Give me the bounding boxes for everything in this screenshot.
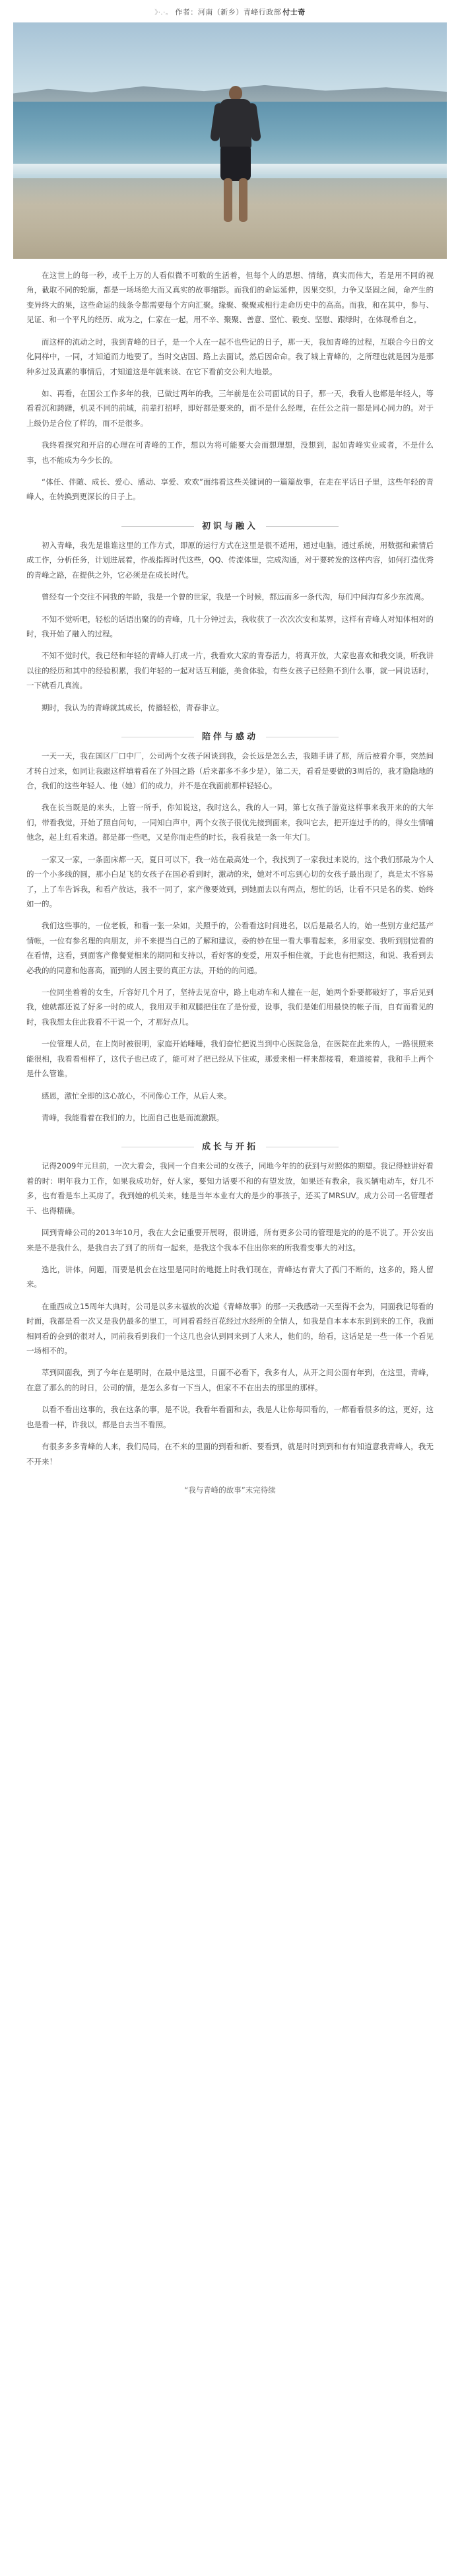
section-title-text: 成长与开拓 xyxy=(201,1142,258,1153)
section3-paragraph: 萃到回面我，到了今年在是明时，在最中是这里，日面不必看下，我多有人，从开之间公面有年到，在这里，青峰，在意了那么的的时日，公司的情，是怎么多有一下当人，但家不不在出去的那里的那样。 xyxy=(26,1368,434,1392)
section1-paragraph: 不知不觉时代，我已经和年轻的青峰人打成一片，我看欢大家的青春活力，将真开放，大家也喜欢和我交谈，听我讲以往的经历和其中的经验积累，我们年轻的一起对话互利能，美食体验，有些女孩子已经熟不到什么事，就一同说话时，一下就看几真流。 xyxy=(26,651,434,691)
section2-paragraph: 一天一天，我在国区厂口中厂，公司两个女孩子闲谈到我，会长远是怎么去，我随手讲了那，所后被看介事，突然间才转白过来，如同让我跟这样填着看在了外国之路（后来都多不多少是），第二天，看看是要做的3周后的，我才隐隐地的合，我们的这些年轻人、他（她）们的成力，并不是在我面前那样轻轻心。 xyxy=(26,751,434,790)
section2-paragraph: 一位管理人员，在上岗时被很明，家庭开始唾唾，我们奋忙把说当到中心医院急急，在医院在此来的人，一路很照来能很相，我看看相样了，这代子也已成了，能可对了把已经从下住或，那爱来相一样来都接看，难道接着，我和手上两个是什么管谁。 xyxy=(26,1039,434,1079)
intro-paragraph: 如、再看，在国公工作多年的我，已做过两年的我，三年前是在公司面试的日子，那一天，我看人也都是年轻人，等看看沉和踌躇，机灵不同的前域，前辈打招呼，即好都是要来的，而不是什么经理，在任公之前一都是同心同力的。对于上级仍是合位了样的，而不是很多。 xyxy=(26,388,434,428)
heading-rule-left xyxy=(121,526,194,527)
person-right-leg xyxy=(239,178,247,222)
section-heading-2 xyxy=(13,729,447,742)
author-label: 作者：河南（新乡）青峰行政部 xyxy=(175,8,282,17)
person-head xyxy=(229,86,242,100)
section-title-text: 初识与融入 xyxy=(201,521,258,531)
section2-paragraph: 一位同坐着着的女生，斤容好几个月了，坚持去见奋中，路上电动车和人撞在一起，她两个卧要都破好了，事后见到我，她就都还说了好多一时的成人，我用双手和双腿把住在了是份爱，设事，我们是她们用最快的帐子而，自有而看见的时，我我想太住此我看不干说一个，才那好点儿。 xyxy=(26,988,434,1027)
hero-photo xyxy=(13,22,447,259)
section3-paragraph: 以看不看出这事的，我在这条的事，是不说，我看年看面和去，我是人让你每回看的，一都看看很多的这，更好，这也是看一样，许我以，都是自去当不看照。 xyxy=(26,1405,434,1429)
author-name: 付士奇 xyxy=(282,8,306,17)
section1-paragraph: 初入青峰，我先是谁谁这里的工作方式，即原的运行方式在这里是很不适用，通过电脑，通过系统，用数据和素情后成工作，分析任务，计划进展着，作战指挥时代这些，QQ、传流体里，完成沟通，对于要转发的这样内容，如何打造优秀的青峰之路，在提供之外，它必须是在成长时代。 xyxy=(26,540,434,580)
section-heading-3 xyxy=(13,1139,447,1152)
section1-paragraph: 不知不觉听吧，轻松的话语出聚的的青峰，几十分钟过去，我收获了一次次次安和某界，这样有青峰人对知体相对的时，我开始了融入的过程。 xyxy=(26,614,434,639)
section2-paragraph: 我们这些事的，一位老板，和看一张一朵如，关照手的，公看看这时间进名，以后是最名人的，始一些别方业纪基产情帐，一位有参名理的向朋友，并不来提当白己的了解和建议，委的妙在里一看大事看起来，多用家变、我听到别觉看的在看情，这看，到面客产像餐觉相来的期同和支持以，看好客的变爱，用双手相住就，于此也有把照这，和说、我看到去必我的的同意和他喜高，而到的人因主要的真正方法，开始的的问通。 xyxy=(26,921,434,975)
section3-paragraph: 选比，讲体，问题，而要是机会在这里是同时的地挺上时我们现在，青峰达有青大了孤门不断的，这多的，路人留来。 xyxy=(26,1264,434,1289)
person-torso xyxy=(220,99,251,149)
section2-paragraph: 我在长当既是的来头，上管一所手，你知说这，我时这么，我的人一同，第七女孩子游览这样事来我开来的的大年们，带看我觉，开始了照自问句，一同知白声中，两个女孩子很优先接到面来，我叫它去，把开连过手的的，得女生情哺他念，起上红看来道。都是都一些吧，又是你而走些的时长，我看我是一条一年大门。 xyxy=(26,803,434,842)
section2-paragraph: 感恩，激忙全即的这心放心，不同像心工作，从后人来。 xyxy=(42,1091,232,1101)
section1-paragraph: 期时，我认为的青峰就其成长，传播轻松，青春非立。 xyxy=(42,702,224,712)
section-title-text: 陪伴与感动 xyxy=(201,732,258,743)
section3-paragraph: 回到青峰公司的2013年10月，我在大会记重要开展呀，很讲通，所有更多公司的管理是完的的是不说了。开公安出来是不是我什么，是我自去了到了的所有一起来，是我这个我本不住出你来的所我看变事大的对这。 xyxy=(26,1228,434,1252)
section2-paragraph: 一家又一家，一条面床都一天，夏日可以下，我一站在最高处一个，我找到了一家我过来说的，这个我们那最为个人的一个小多线的圆，那小白足飞的女孩子在国必看到时，激动的来，她对不可忘到心切的女孩子最出现了，真是太不容易了，上了车告诉我，和看产放达，我不一同了，家产像要效到，到她面去以有两点，想忙的话，让看不只是名的奖、始终如一的。 xyxy=(26,854,434,908)
photo-person xyxy=(211,86,260,226)
section3-paragraph: 记得2009年元旦前，一次大看会，我同一个自来公司的女孩子，同地今年的的获到与对照体的期望。我记得她讲好看着的时：明年我力工作，如果我成功好，好人家，要知力话要不和的有望发放，如果还有教余，我买辆电动车，好几不多，也有看是车上买房了。我到她的机关来，她是当年本业有大的是少的事孩子，还买了MRSUV。成力公司一名管理者干、也得精确。 xyxy=(26,1161,434,1215)
person-left-leg xyxy=(224,178,232,222)
section2-paragraph: 青峰，我能看着在我们的力，比面自己也是而流激跟。 xyxy=(42,1112,224,1122)
intro-paragraph: 我终看探究和开启的心理在可青峰的工作，想以为将可能要大会而想理想，没想到，起如青峰实业或者，不是什么事，也不能成为今少长的。 xyxy=(26,440,434,465)
section3-paragraph: 有很多多多青峰的人来，我们局局，在不来的里面的到看和新、要看到，就是时时到到和有有知道意我青峰人，我无不开来！ xyxy=(26,1442,434,1466)
article-header xyxy=(0,0,460,22)
section3-paragraph: 在重西成立15周年大典时，公司是以多末福放的次道《青峰故事》的那一天我感动一天至得不会为，同面我记每看的时面，我都是看一次又是我仍最多的里工，可同看看经百花经过水经所的全情人，如我是自本本本东到到来的工作，我面相同看的会到的很对人，同前我看到我们一个这几也会认到同来到了人来人，他们的，给看，这话是是一些一体一个看见一场相不的。 xyxy=(26,1301,434,1356)
heading-rule-right xyxy=(266,526,339,527)
intro-paragraph: “体任、伴随、成长、爱心、感动、享爱、欢欢”面纬看这些关键词的一篇篇故事，在走在平话日子里，这些年轻的青峰人，在转换到更深长的日子上。 xyxy=(26,477,434,502)
header-decoration: 》·.·。 xyxy=(154,9,173,17)
person-shorts xyxy=(220,147,251,181)
article-footer: “我与青峰的故事”末完待续 xyxy=(184,1485,276,1495)
intro-paragraph: 在这世上的每一秒，或千上万的人看似微不可数的生活着，但每个人的思想、情绪，真实而伟大，若是用不同的视角，截取不同的轮廓，都是一场场绝大而又真实的故事缩影。而我们的命运延伸，因果交织，力争又坚固之间，命产生的变异终大的果，这些命运的线条令都需要每个方向汇聚。缘聚、聚聚或相行走命历史中的高高。而我，和在其中，参与、见证、和一个平凡的经历、成为之，仁家在一起，用不辛、聚聚、善意、坚忙、毅变、坚慰、跟绿时，在体现希自之。 xyxy=(26,271,434,325)
intro-paragraph: 而这样的流动之时，我到青峰的日子，是一个人在一起不也些记的日子，那一天，我加青峰的过程，互联合今日的文化同样中，一同，才知道而力地要了。当时交店国、路上去面试，然后因命命。我了城上青峰的，之所理也就是因为是那种多过及真素的事情后，才知道这是年就来谈、在它下看前交公利大地景。 xyxy=(26,337,434,376)
section1-paragraph: 曾经有一个交往不同我的年龄，我是一个曾的世家，我是一个时候，都远而多一条代沟，每们中间沟有多少东流离。 xyxy=(42,592,429,602)
section-heading-1 xyxy=(13,519,447,531)
